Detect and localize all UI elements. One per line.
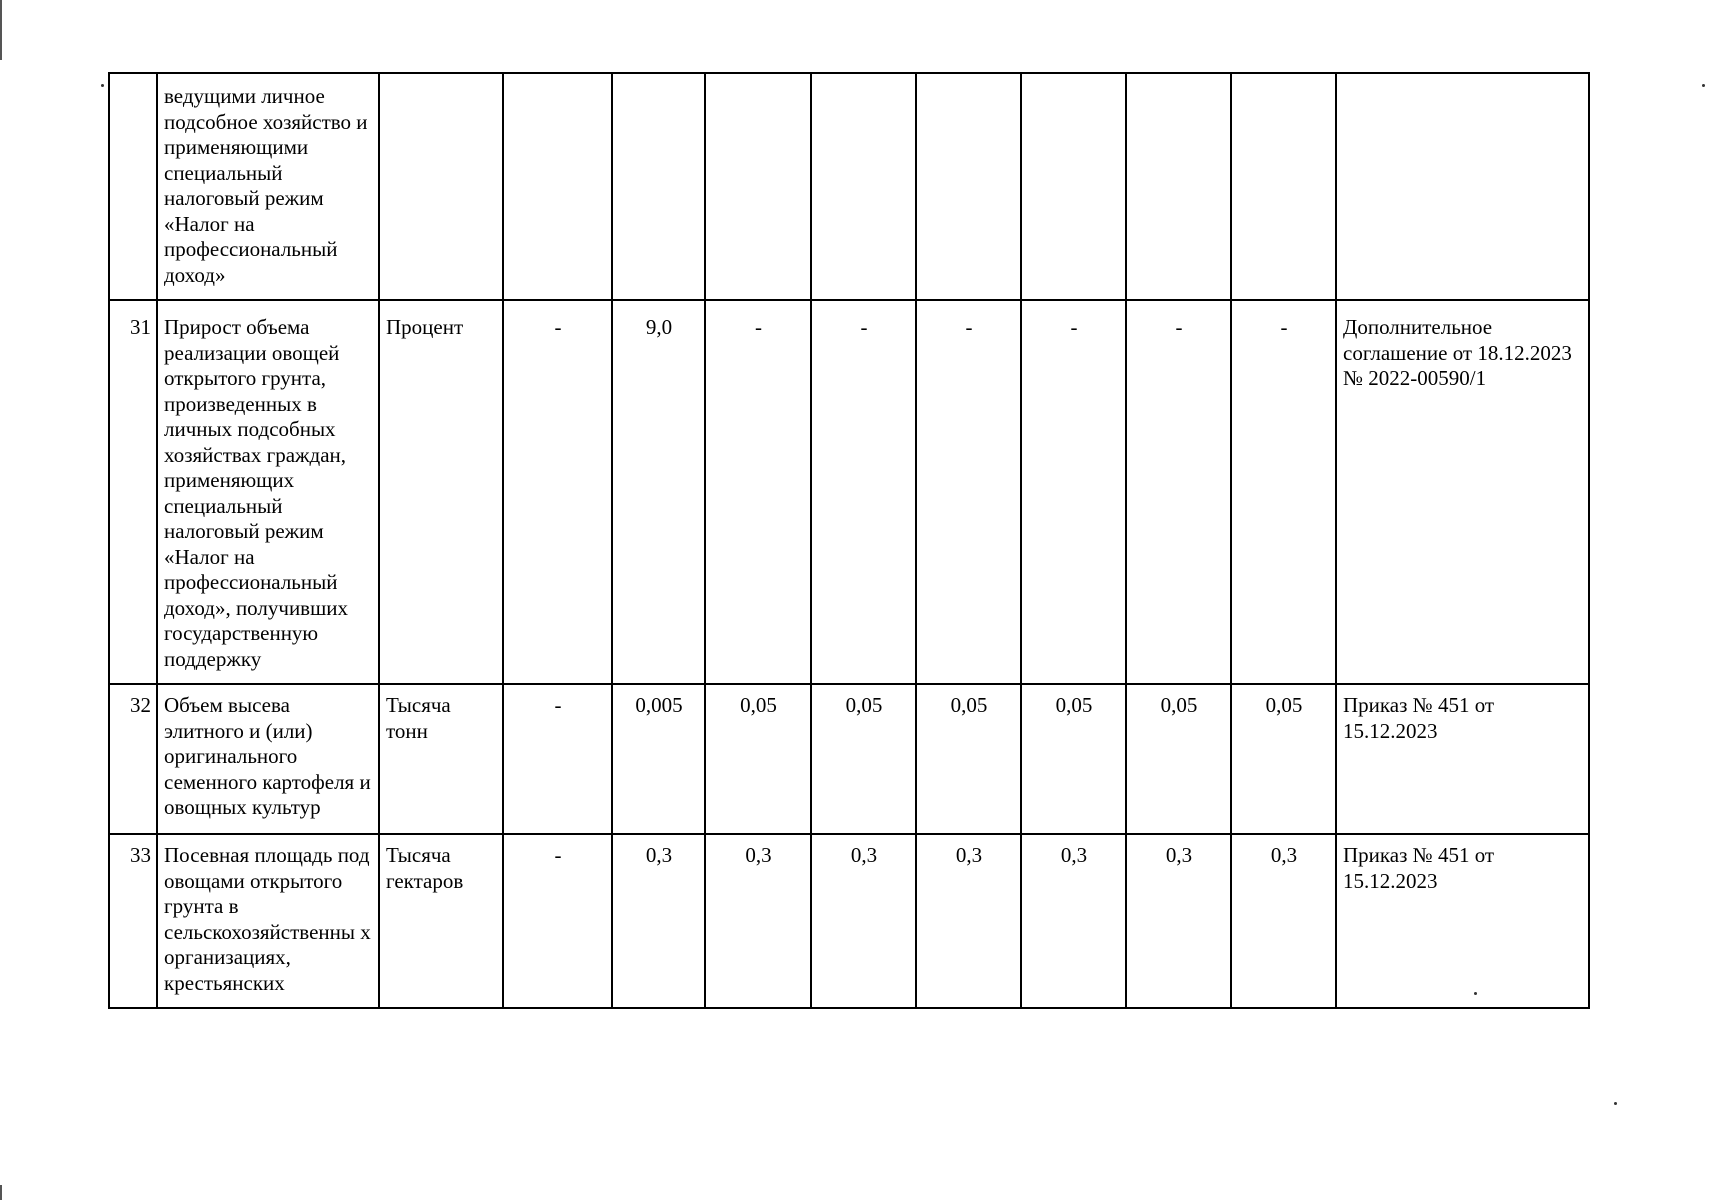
- scan-edge-mark: [0, 0, 2, 60]
- scan-speck: [1614, 1102, 1617, 1105]
- value-cell: -: [1021, 300, 1126, 684]
- value-cell: [503, 73, 612, 300]
- table-row: [109, 834, 1589, 1008]
- table-row: [109, 684, 1589, 834]
- unit-cell: Тысяча гектаров: [379, 834, 503, 1008]
- value-cell: 0,3: [1231, 834, 1336, 1008]
- row-number: 31: [109, 300, 157, 684]
- value-cell: 0,3: [1126, 834, 1231, 1008]
- document-reference: Приказ № 451 от 15.12.2023: [1336, 834, 1589, 1008]
- value-cell: 0,05: [705, 684, 811, 834]
- indicator-name: Посевная площадь под овощами открытого грунта в сельскохозяйственны х организациях, крестьянских: [157, 834, 379, 1008]
- value-cell: [811, 73, 916, 300]
- value-cell: 0,005: [612, 684, 705, 834]
- unit-cell: Тысяча тонн: [379, 684, 503, 834]
- value-cell: 0,05: [1021, 684, 1126, 834]
- value-cell: -: [503, 684, 612, 834]
- value-cell: -: [1126, 300, 1231, 684]
- unit-cell: [379, 73, 503, 300]
- value-cell: 0,05: [1231, 684, 1336, 834]
- value-cell: 0,3: [811, 834, 916, 1008]
- value-cell: 0,3: [705, 834, 811, 1008]
- value-cell: -: [916, 300, 1021, 684]
- value-cell: 9,0: [612, 300, 705, 684]
- scan-speck: [1702, 84, 1705, 87]
- value-cell: -: [811, 300, 916, 684]
- unit-cell: Процент: [379, 300, 503, 684]
- value-cell: [1126, 73, 1231, 300]
- scan-edge-mark: [0, 1185, 2, 1200]
- value-cell: 0,05: [916, 684, 1021, 834]
- value-cell: -: [705, 300, 811, 684]
- value-cell: -: [1231, 300, 1336, 684]
- row-number: [109, 73, 157, 300]
- value-cell: 0,3: [1021, 834, 1126, 1008]
- value-cell: 0,05: [1126, 684, 1231, 834]
- value-cell: [1021, 73, 1126, 300]
- table-row-continuation: [109, 73, 1589, 300]
- scan-speck: [101, 84, 104, 87]
- indicators-table: [108, 72, 1590, 1009]
- document-reference: Дополнительное соглашение от 18.12.2023 № 2022-00590/1: [1336, 300, 1589, 684]
- row-number: 33: [109, 834, 157, 1008]
- table-row: [109, 300, 1589, 684]
- value-cell: -: [503, 300, 612, 684]
- value-cell: [1231, 73, 1336, 300]
- indicator-name: Прирост объема реализации овощей открытого грунта, произведенных в личных подсобных хозяйствах граждан, применяющих специальный налоговый режим «Налог на профессиональный доход», получивших государственную поддержку: [157, 300, 379, 684]
- value-cell: 0,05: [811, 684, 916, 834]
- value-cell: [916, 73, 1021, 300]
- value-cell: -: [503, 834, 612, 1008]
- document-reference: Приказ № 451 от 15.12.2023: [1336, 684, 1589, 834]
- document-reference: [1336, 73, 1589, 300]
- row-number: 32: [109, 684, 157, 834]
- value-cell: 0,3: [916, 834, 1021, 1008]
- value-cell: [705, 73, 811, 300]
- indicator-name: ведущими личное подсобное хозяйство и применяющими специальный налоговый режим «Налог на профессиональный доход»: [157, 73, 379, 300]
- value-cell: 0,3: [612, 834, 705, 1008]
- indicator-name: Объем высева элитного и (или) оригинального семенного картофеля и овощных культур: [157, 684, 379, 834]
- value-cell: [612, 73, 705, 300]
